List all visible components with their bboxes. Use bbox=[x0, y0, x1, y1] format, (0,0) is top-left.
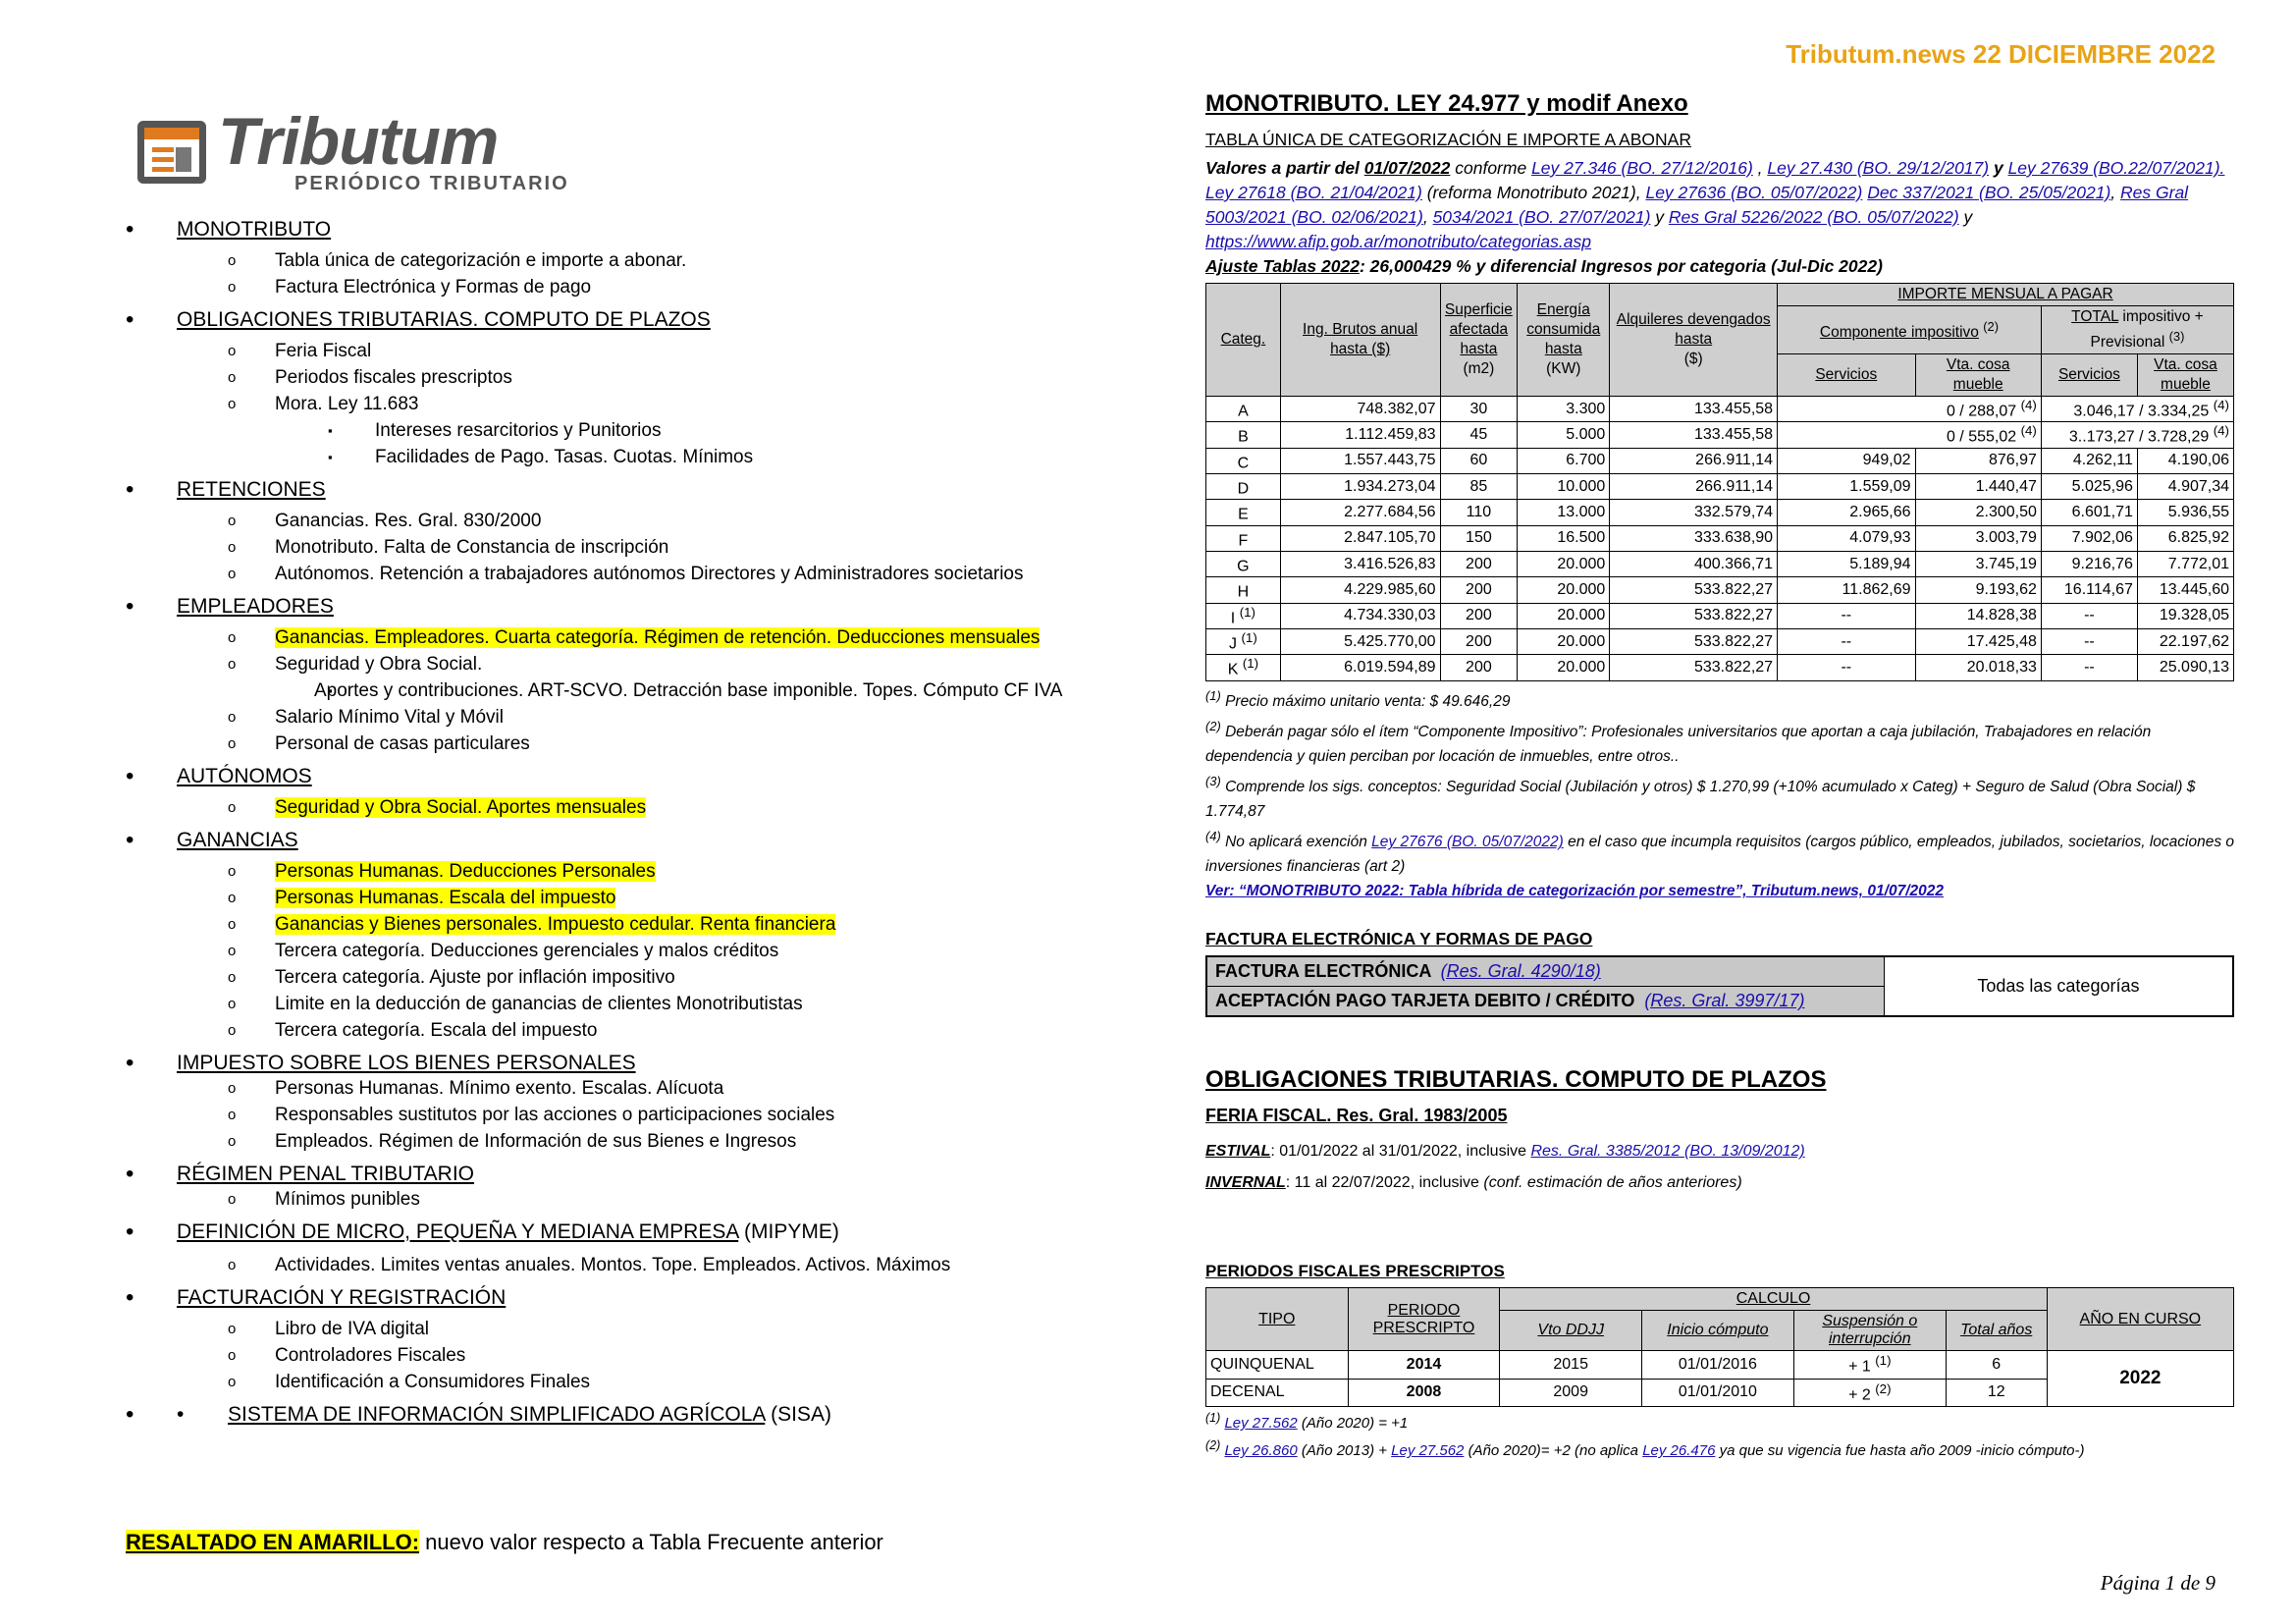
table-cell: 19.328,05 bbox=[2137, 603, 2233, 628]
table-of-contents bbox=[118, 218, 1099, 1427]
col-superficie: Superficie afectada hasta (m2) bbox=[1440, 284, 1518, 397]
toc-item[interactable]: o Responsables sustitutos por las acciones o participaciones sociales bbox=[118, 1102, 1099, 1128]
table-row bbox=[1206, 655, 2234, 680]
table-cell: 4.262,11 bbox=[2041, 448, 2137, 473]
table-row: DECENAL 2008 2009 01/01/2010 + 2 $^{(2)}$ 12 bbox=[1206, 1379, 2234, 1406]
table-cell: 3.046,17 / 3.334,25 $^{(4)}$ bbox=[2041, 397, 2233, 422]
factura-title: FACTURA ELECTRÓNICA Y FORMAS DE PAGO bbox=[1205, 929, 1593, 949]
table-cell: K $^{(1)}$ bbox=[1206, 655, 1281, 680]
toc-item-highlighted[interactable]: o Personas Humanas. Deducciones Personales bbox=[118, 858, 1099, 885]
page-number: Página 1 de 9 bbox=[2100, 1571, 2216, 1595]
table-cell: 6.825,92 bbox=[2137, 525, 2233, 551]
link-afip-categorias[interactable]: https://www.afip.gob.ar/monotributo/categorias.asp bbox=[1205, 232, 1591, 251]
table-cell: 20.000 bbox=[1518, 629, 1610, 655]
table-row bbox=[1206, 448, 2234, 473]
table-cell: 748.382,07 bbox=[1280, 397, 1440, 422]
table-cell: 6.601,71 bbox=[2041, 500, 2137, 525]
link-ver-monotributo-2022[interactable]: Ver: “MONOTRIBUTO 2022: Tabla híbrida de categorización por semestre”, Tributum.news, 01/07/2022 bbox=[1205, 883, 1944, 900]
table-cell: -- bbox=[2041, 603, 2137, 628]
table-cell: 3.300 bbox=[1518, 397, 1610, 422]
link-ley-27676[interactable]: Ley 27676 (BO. 05/07/2022) bbox=[1371, 834, 1564, 851]
ajuste-line: Ajuste Tablas 2022: 26,000429 % y diferencial Ingresos por categoria (Jul-Dic 2022) bbox=[1205, 256, 1883, 276]
link-rg-4290[interactable]: (Res. Gral. 4290/18) bbox=[1440, 961, 1601, 982]
index-column bbox=[118, 103, 1099, 1427]
table-cell: 14.828,38 bbox=[1915, 603, 2041, 628]
monotributo-notes: $^{(1)}$ Precio máximo unitario venta: $ 49.646,29 $^{(2)}$ Deberán pagar sólo el ítem “Componente Impositivo”: Profesionales universitarios que aportan a caja jubilación, Trabajadores en relación dependencia y quien perciban por locación de inmuebles, entre otros.. $^{(3)}$ Comprende los sigs. conceptos: Seguridad Social (Jubilación y otros) $ 1.270,99 (+10% acumulado x Categ) + Seguro de Salud (Obra Social) $ 1.774,87 $^{(4)}$ No aplicará exención Ley 27676 (BO. 05/07/2022) en el caso que incumpla requisitos (cargos público, empleados, jubilados, societarios, locaciones o inversiones financieras (art 2) Ver: “MONOTRIBUTO 2022: Tabla híbrida de categorización por semestre”, Tributum.news, 01/07/2022 bbox=[1205, 687, 2235, 900]
table-cell: 110 bbox=[1440, 500, 1518, 525]
table-row bbox=[1206, 552, 2234, 577]
table-cell: B bbox=[1206, 422, 1281, 448]
toc-item[interactable]: o Tabla única de categorización e importe a abonar. bbox=[118, 247, 1099, 274]
table-cell: 9.193,62 bbox=[1915, 577, 2041, 603]
table-cell: F bbox=[1206, 525, 1281, 551]
table-cell: 1.112.459,83 bbox=[1280, 422, 1440, 448]
toc-section-obligaciones[interactable]: • OBLIGACIONES TRIBUTARIAS. COMPUTO DE PLAZOS bbox=[118, 308, 1099, 332]
link-rg-3997[interactable]: (Res. Gral. 3997/17) bbox=[1644, 991, 1805, 1011]
table-cell: 13.000 bbox=[1518, 500, 1610, 525]
newspaper-icon bbox=[137, 121, 206, 184]
col-componente: Componente impositivo $^{(2)}$ bbox=[1778, 306, 2042, 354]
toc-subitem[interactable]: ▪ Intereses resarcitorios y Punitorios bbox=[118, 417, 1099, 444]
logo-tagline: PERIÓDICO TRIBUTARIO bbox=[294, 172, 569, 194]
table-cell: 7.902,06 bbox=[2041, 525, 2137, 551]
table-cell: A bbox=[1206, 397, 1281, 422]
link-ley-27346[interactable]: Ley 27.346 (BO. 27/12/2016) bbox=[1531, 158, 1753, 178]
table-cell: -- bbox=[2041, 655, 2137, 680]
table-cell: 150 bbox=[1440, 525, 1518, 551]
table-cell: 0 / 288,07 $^{(4)}$ bbox=[1778, 397, 2042, 422]
table-cell: 200 bbox=[1440, 603, 1518, 628]
table-cell: 25.090,13 bbox=[2137, 655, 2233, 680]
toc-section-monotributo[interactable]: • MONOTRIBUTO bbox=[118, 218, 1099, 242]
table-cell: 2.965,66 bbox=[1778, 500, 1915, 525]
col-energia: Energía consumida hasta (KW) bbox=[1518, 284, 1610, 397]
table-cell: 20.000 bbox=[1518, 603, 1610, 628]
toc-item[interactable]: o Empleados. Régimen de Información de sus Bienes e Ingresos bbox=[118, 1128, 1099, 1155]
prescriptos-notes: $^{(1)}$ Ley 27.562 (Año 2020) = +1 $^{(2)}$ Ley 26.860 (Año 2013) + Ley 27.562 (Año 2020)= +2 (no aplica Ley 26.476 ya que su vigencia fue hasta año 2009 -inicio cómputo-) bbox=[1205, 1411, 2085, 1460]
monotributo-table: Categ. Ing. Brutos anual hasta ($) Superficie afectada hasta (m2) Energía consumida hasta (KW) Alquileres devengados hasta ($) IMPORTE MENSUAL A PAGAR Componente impositivo $^{(2)}$ TOTAL impositivo + Previsional $^{(3)}$ Servicios Vta. cosa mueble Servicios Vta. cosa mueble A 748.382,07 30 3.300 133.455,58 0 / 288,07 $^{(4)}$ 3.046,17 / 3.334,25 $^{(4)}$ B 1.112.459,83 45 5.000 133.455,58 0 / 555,02 $^{(4)}$ 3..173,27 / 3.728,29 $^{(4)}$ C 1.557.443,75 60 6.700 266.911,14 949,02 876,97 4.262,11 4.190,06 D 1.934.273,04 85 10.000 266.911,14 1.559,09 1.440,47 5.025,96 4.907,34 E 2.277.684,56 110 13.000 332.579,74 2.965,66 2.300,50 6.601,71 5.936,55 F 2.847.105,70 150 16.500 333.638,90 4.079,93 3.003,79 7.902,06 6.825,92 G 3.416.526,83 200 20.000 400.366,71 5.189,94 3.745,19 9.216,76 7.772,01 H 4.229.985,60 200 20.000 533.822,27 11.862,69 9.193,62 16.114,67 13.445,60 I $^{(1)}$ 4.734.330,03 200 20.000 533.822,27 -- 14.828,38 -- 19.328,05 J $^{(1)}$ 5.425.770,00 200 20.000 533.822,27 -- 17.425,48 -- 22.197,62 K $^{(1)}$ 6.019.594,89 200 20.000 533.822,27 -- 20.018,33 -- 25.090,13 bbox=[1205, 283, 2234, 681]
table-cell: -- bbox=[1778, 603, 1915, 628]
monotributo-title: MONOTRIBUTO. LEY 24.977 y modif Anexo bbox=[1205, 90, 1688, 117]
table-cell: 45 bbox=[1440, 422, 1518, 448]
toc-section-sisa[interactable]: • • SISTEMA DE INFORMACIÓN SIMPLIFICADO AGRÍCOLA (SISA) bbox=[118, 1403, 1099, 1427]
table-cell: 533.822,27 bbox=[1610, 577, 1778, 603]
table-cell: 4.734.330,03 bbox=[1280, 603, 1440, 628]
toc-section-bienes-personales[interactable]: • IMPUESTO SOBRE LOS BIENES PERSONALES bbox=[118, 1052, 1099, 1075]
table-cell: 20.000 bbox=[1518, 577, 1610, 603]
table-cell: 949,02 bbox=[1778, 448, 1915, 473]
table-cell: 13.445,60 bbox=[2137, 577, 2233, 603]
toc-section-facturacion[interactable]: • FACTURACIÓN Y REGISTRACIÓN bbox=[118, 1286, 1099, 1310]
table-cell: 6.700 bbox=[1518, 448, 1610, 473]
toc-item[interactable]: o Actividades. Limites ventas anuales. Montos. Tope. Empleados. Activos. Máximos bbox=[118, 1252, 1099, 1278]
table-cell: 30 bbox=[1440, 397, 1518, 422]
link-ley-27636[interactable]: Ley 27636 (BO. 05/07/2022) bbox=[1645, 183, 1863, 202]
table-cell: 4.190,06 bbox=[2137, 448, 2233, 473]
table-cell: 200 bbox=[1440, 629, 1518, 655]
toc-item[interactable]: o Personas Humanas. Mínimo exento. Escalas. Alícuota bbox=[118, 1075, 1099, 1102]
link-ley-26860[interactable]: Ley 26.860 bbox=[1224, 1442, 1298, 1460]
prescriptos-table: TIPO PERIODO PRESCRIPTO CALCULO AÑO EN CURSO Vto DDJJ Inicio cómputo Suspensión o interrupción Total años QUINQUENAL 2014 2015 01/01/2016 + 1 $^{(1)}$ 6 2022 DECENAL 2008 2009 01/01/2010 + 2 $^{(2)}$ 12 bbox=[1205, 1287, 2234, 1407]
obligaciones-title: OBLIGACIONES TRIBUTARIAS. COMPUTO DE PLAZOS bbox=[1205, 1066, 1827, 1094]
table-cell: D bbox=[1206, 474, 1281, 500]
toc-section-autonomos[interactable]: • AUTÓNOMOS bbox=[118, 765, 1099, 788]
table-cell: 333.638,90 bbox=[1610, 525, 1778, 551]
table-row bbox=[1206, 577, 2234, 603]
table-cell: 876,97 bbox=[1915, 448, 2041, 473]
table-cell: 3.003,79 bbox=[1915, 525, 2041, 551]
toc-subitem[interactable]: ▪ Aportes y contribuciones. ART-SCVO. Detracción base imponible. Topes. Cómputo CF IVA bbox=[118, 677, 1099, 704]
date-header: Tributum.news 22 DICIEMBRE 2022 bbox=[1786, 39, 2216, 69]
toc-item[interactable]: o Monotributo. Falta de Constancia de inscripción bbox=[118, 534, 1099, 561]
table-cell: 266.911,14 bbox=[1610, 448, 1778, 473]
table-cell: 5.025,96 bbox=[2041, 474, 2137, 500]
table-cell: 22.197,62 bbox=[2137, 629, 2233, 655]
table-cell: 5.189,94 bbox=[1778, 552, 1915, 577]
table-cell: 1.440,47 bbox=[1915, 474, 2041, 500]
table-cell: 200 bbox=[1440, 577, 1518, 603]
table-cell: 20.000 bbox=[1518, 552, 1610, 577]
monotributo-intro: Valores a partir del 01/07/2022 conforme Ley 27.346 (BO. 27/12/2016) , Ley 27.430 (BO. 29/12/2017) y Ley 27639 (BO.22/07/2021). Ley 27618 (BO. 21/04/2021) (reforma Monotributo 2021), Ley 27636 (BO. 05/07/2022) Dec 337/2021 (BO. 25/05/2021), Res Gral 5003/2021 (BO. 02/06/2021), 5034/2021 (BO. 27/07/2021) y Res Gral 5226/2022 (BO. 05/07/2022) y https://www.afip.gob.ar/monotributo/categorias.asp bbox=[1205, 158, 2225, 251]
link-ley-27562[interactable]: Ley 27.562 bbox=[1391, 1442, 1465, 1460]
link-rg-5003[interactable]: Res Gral 5003/2021 (BO. 02/06/2021) bbox=[1205, 183, 2189, 227]
table-cell: 16.114,67 bbox=[2041, 577, 2137, 603]
table-cell: 533.822,27 bbox=[1610, 629, 1778, 655]
toc-item-highlighted[interactable]: o Ganancias y Bienes personales. Impuesto cedular. Renta financiera bbox=[118, 911, 1099, 938]
table-row bbox=[1206, 500, 2234, 525]
factura-table: FACTURA ELECTRÓNICA (Res. Gral. 4290/18) Todas las categorías ACEPTACIÓN PAGO TARJETA DEBITO / CRÉDITO (Res. Gral. 3997/17) bbox=[1205, 955, 2234, 1017]
table-cell: 133.455,58 bbox=[1610, 422, 1778, 448]
prescriptos-title: PERIODOS FISCALES PRESCRIPTOS bbox=[1205, 1262, 1505, 1281]
link-rg-3385[interactable]: Res. Gral. 3385/2012 (BO. 13/09/2012) bbox=[1530, 1143, 1805, 1161]
table-cell: 17.425,48 bbox=[1915, 629, 2041, 655]
toc-item[interactable]: o Identificación a Consumidores Finales bbox=[118, 1369, 1099, 1395]
table-cell: I $^{(1)}$ bbox=[1206, 603, 1281, 628]
table-cell: 4.079,93 bbox=[1778, 525, 1915, 551]
table-cell: 2.300,50 bbox=[1915, 500, 2041, 525]
toc-item[interactable]: o Ganancias. Res. Gral. 830/2000 bbox=[118, 508, 1099, 534]
link-ley-27639[interactable]: Ley 27639 (BO.22/07/2021). bbox=[2007, 158, 2225, 178]
table-cell: 2.277.684,56 bbox=[1280, 500, 1440, 525]
table-cell: C bbox=[1206, 448, 1281, 473]
table-cell: G bbox=[1206, 552, 1281, 577]
monotributo-subtitle: TABLA ÚNICA DE CATEGORIZACIÓN E IMPORTE A ABONAR bbox=[1205, 130, 1691, 149]
table-cell: H bbox=[1206, 577, 1281, 603]
table-cell: 1.559,09 bbox=[1778, 474, 1915, 500]
table-row bbox=[1206, 397, 2234, 422]
table-cell: 1.557.443,75 bbox=[1280, 448, 1440, 473]
table-row bbox=[1206, 525, 2234, 551]
table-cell: 533.822,27 bbox=[1610, 603, 1778, 628]
table-cell: E bbox=[1206, 500, 1281, 525]
link-dec-337[interactable]: Dec 337/2021 (BO. 25/05/2021) bbox=[1867, 183, 2111, 202]
toc-section-retenciones[interactable]: • RETENCIONES bbox=[118, 478, 1099, 502]
toc-item[interactable]: o Libro de IVA digital bbox=[118, 1316, 1099, 1342]
toc-item[interactable]: o Mínimos punibles bbox=[118, 1186, 1099, 1213]
toc-item[interactable]: o Seguridad y Obra Social. bbox=[118, 651, 1099, 677]
col-total: TOTAL impositivo + Previsional $^{(3)}$ bbox=[2041, 306, 2233, 354]
toc-section-ganancias[interactable]: • GANANCIAS bbox=[118, 829, 1099, 852]
table-cell: 200 bbox=[1440, 552, 1518, 577]
toc-subitem[interactable]: ▪ Facilidades de Pago. Tasas. Cuotas. Mínimos bbox=[118, 444, 1099, 470]
toc-item[interactable]: o Personal de casas particulares bbox=[118, 731, 1099, 757]
col-alquileres: Alquileres devengados hasta ($) bbox=[1610, 284, 1778, 397]
table-cell: 3.416.526,83 bbox=[1280, 552, 1440, 577]
table-cell: -- bbox=[1778, 629, 1915, 655]
toc-section-mipyme[interactable]: • DEFINICIÓN DE MICRO, PEQUEÑA Y MEDIANA EMPRESA (MIPYME) bbox=[118, 1220, 1099, 1244]
toc-item[interactable]: o Periodos fiscales prescriptos bbox=[118, 364, 1099, 391]
table-row bbox=[1206, 422, 2234, 448]
toc-item[interactable]: o Mora. Ley 11.683 bbox=[118, 391, 1099, 417]
table-cell: 2.847.105,70 bbox=[1280, 525, 1440, 551]
link-ley-26476[interactable]: Ley 26.476 bbox=[1642, 1442, 1716, 1460]
table-cell: 85 bbox=[1440, 474, 1518, 500]
table-cell: 5.000 bbox=[1518, 422, 1610, 448]
table-cell: 20.018,33 bbox=[1915, 655, 2041, 680]
col-categ: Categ. bbox=[1206, 284, 1281, 397]
table-cell: 5.936,55 bbox=[2137, 500, 2233, 525]
toc-item[interactable]: o Factura Electrónica y Formas de pago bbox=[118, 274, 1099, 300]
toc-item[interactable]: o Feria Fiscal bbox=[118, 338, 1099, 364]
toc-item-highlighted[interactable]: o Seguridad y Obra Social. Aportes mensuales bbox=[118, 794, 1099, 821]
table-cell: 4.229.985,60 bbox=[1280, 577, 1440, 603]
table-cell: 200 bbox=[1440, 655, 1518, 680]
table-cell: 11.862,69 bbox=[1778, 577, 1915, 603]
table-cell: 332.579,74 bbox=[1610, 500, 1778, 525]
table-cell: 1.934.273,04 bbox=[1280, 474, 1440, 500]
table-cell: -- bbox=[2041, 629, 2137, 655]
table-cell: 16.500 bbox=[1518, 525, 1610, 551]
highlight-legend: RESALTADO EN AMARILLO: nuevo valor respecto a Tabla Frecuente anterior bbox=[126, 1530, 883, 1554]
table-cell: 133.455,58 bbox=[1610, 397, 1778, 422]
table-cell: 3.745,19 bbox=[1915, 552, 2041, 577]
toc-item-highlighted[interactable]: o Personas Humanas. Escala del impuesto bbox=[118, 885, 1099, 911]
table-row bbox=[1206, 603, 2234, 628]
table-cell: -- bbox=[1778, 655, 1915, 680]
table-cell: J $^{(1)}$ bbox=[1206, 629, 1281, 655]
link-ley-27562[interactable]: Ley 27.562 bbox=[1224, 1415, 1298, 1433]
toc-item-highlighted[interactable]: o Ganancias. Empleadores. Cuarta categoría. Régimen de retención. Deducciones mensuales bbox=[118, 624, 1099, 651]
table-cell: 4.907,34 bbox=[2137, 474, 2233, 500]
table-cell: 0 / 555,02 $^{(4)}$ bbox=[1778, 422, 2042, 448]
toc-item[interactable]: o Tercera categoría. Deducciones gerenciales y malos créditos bbox=[118, 938, 1099, 964]
col-importe: IMPORTE MENSUAL A PAGAR bbox=[1778, 284, 2234, 306]
table-row bbox=[1206, 629, 2234, 655]
table-cell: 10.000 bbox=[1518, 474, 1610, 500]
table-cell: 60 bbox=[1440, 448, 1518, 473]
table-cell: 5.425.770,00 bbox=[1280, 629, 1440, 655]
table-row bbox=[1206, 474, 2234, 500]
toc-section-empleadores[interactable]: • EMPLEADORES bbox=[118, 595, 1099, 619]
link-rg-5034[interactable]: 5034/2021 (BO. 27/07/2021) bbox=[1432, 207, 1651, 227]
toc-item[interactable]: o Salario Mínimo Vital y Móvil bbox=[118, 704, 1099, 731]
toc-item[interactable]: o Controladores Fiscales bbox=[118, 1342, 1099, 1369]
table-cell: 20.000 bbox=[1518, 655, 1610, 680]
link-ley-27430[interactable]: Ley 27.430 (BO. 29/12/2017) bbox=[1767, 158, 1990, 178]
table-cell: 3..173,27 / 3.728,29 $^{(4)}$ bbox=[2041, 422, 2233, 448]
tributum-logo bbox=[137, 103, 1099, 196]
content-column bbox=[1205, 90, 2236, 1462]
link-ley-27618[interactable]: Ley 27618 (BO. 21/04/2021) bbox=[1205, 183, 1422, 202]
logo-name: Tributum bbox=[218, 103, 499, 179]
table-cell: 6.019.594,89 bbox=[1280, 655, 1440, 680]
table-cell: 400.366,71 bbox=[1610, 552, 1778, 577]
toc-item[interactable]: o Tercera categoría. Ajuste por inflación impositivo bbox=[118, 964, 1099, 991]
table-cell: 266.911,14 bbox=[1610, 474, 1778, 500]
toc-section-penal[interactable]: • RÉGIMEN PENAL TRIBUTARIO bbox=[118, 1163, 1099, 1186]
toc-item[interactable]: o Tercera categoría. Escala del impuesto bbox=[118, 1017, 1099, 1044]
link-rg-5226[interactable]: Res Gral 5226/2022 (BO. 05/07/2022) bbox=[1668, 207, 1959, 227]
table-cell: 533.822,27 bbox=[1610, 655, 1778, 680]
feria-detail: ESTIVAL: 01/01/2022 al 31/01/2022, inclusive Res. Gral. 3385/2012 (BO. 13/09/2012) INVERNAL: 11 al 22/07/2022, inclusive (conf. estimación de años anteriores) bbox=[1205, 1143, 1805, 1192]
table-cell: 7.772,01 bbox=[2137, 552, 2233, 577]
col-ingresos: Ing. Brutos anual hasta ($) bbox=[1280, 284, 1440, 397]
toc-item[interactable]: o Autónomos. Retención a trabajadores autónomos Directores y Administradores societarios bbox=[118, 561, 1099, 587]
table-cell: 9.216,76 bbox=[2041, 552, 2137, 577]
table-row: QUINQUENAL 2014 2015 01/01/2016 + 1 $^{(1)}$ 6 2022 bbox=[1206, 1351, 2234, 1379]
feria-title: FERIA FISCAL. Res. Gral. 1983/2005 bbox=[1205, 1106, 1508, 1126]
toc-item[interactable]: o Limite en la deducción de ganancias de clientes Monotributistas bbox=[118, 991, 1099, 1017]
